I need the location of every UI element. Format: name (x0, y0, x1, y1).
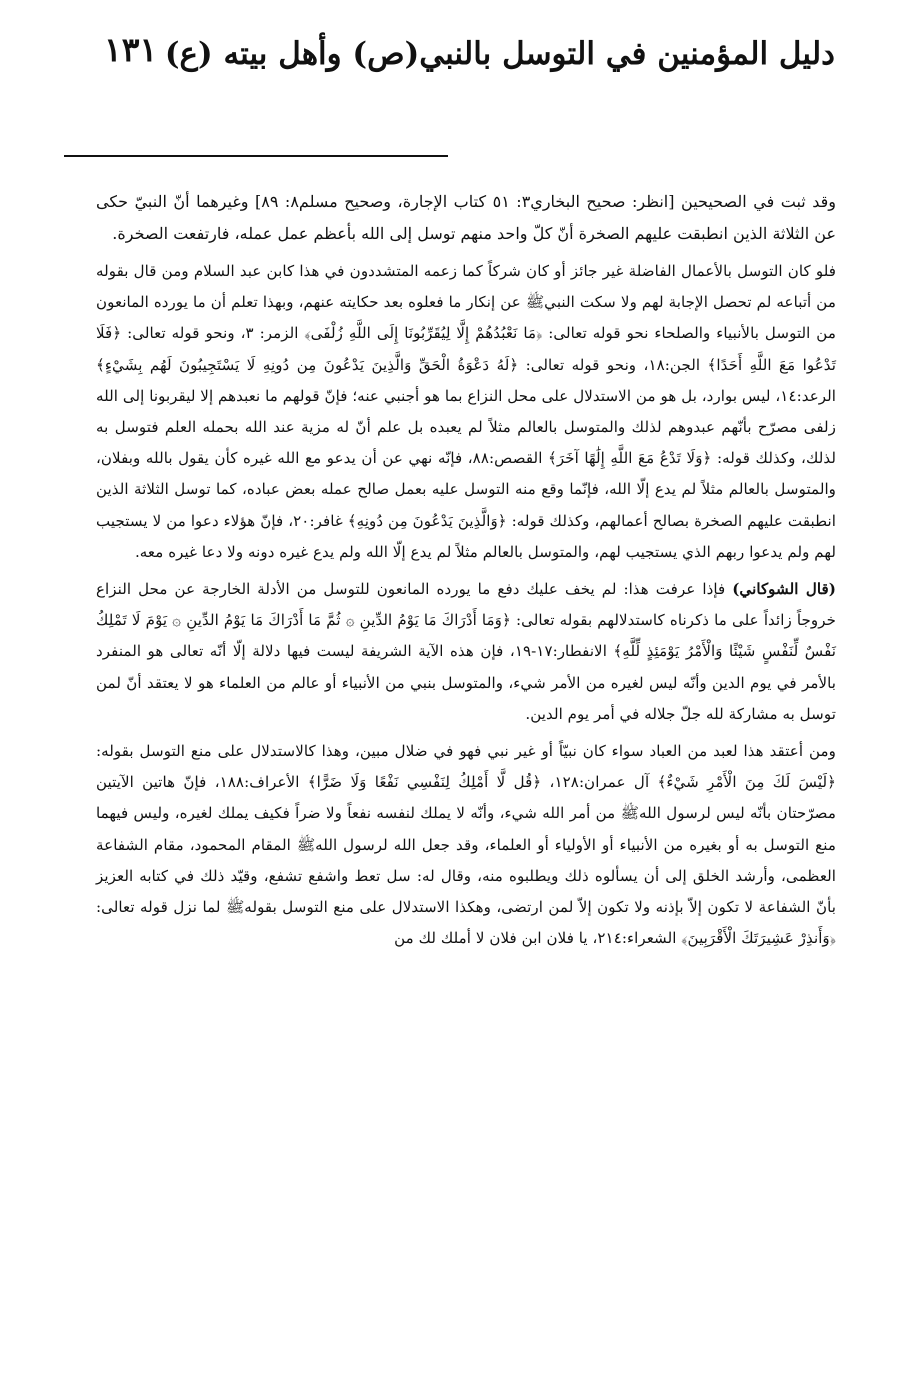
paragraph-3-text: فإذا عرفت هذا: لم يخف عليك دفع ما يورده المانعون للتوسل من الأدلة الخارجة عن محل النزاع خروجاً زائداً على ما ذكرناه كاستدلالهم بقوله تعالى: ﴿وَمَا أَدْرَاكَ مَا يَوْمُ الدِّينِ ۞ ثُمَّ مَا أَدْرَاكَ مَا يَوْمُ الدِّينِ ۞ يَوْمَ لَا تَمْلِكُ نَفْسٌ لِّنَفْسٍ شَيْئًا وَالْأَمْرُ يَوْمَئِذٍ لِّلَّهِ﴾ الانفطار:١٧-١٩، فإن هذه الآية الشريفة ليست فيها دلالة إلّا أنّه تعالى هو المنفرد بالأمر في يوم الدين وأنّه ليس لغيره من الأمر شيء، والمتوسل بنبي من الأنبياء أو عالم من العلماء هو لا يعتقد أنّ لمن توسل به مشاركة لله جلّ جلاله في أمر يوم الدين. (96, 580, 837, 723)
paragraph-2-text: فلو كان التوسل بالأعمال الفاضلة غير جائز أو كان شركاً كما زعمه المتشددون في هذا كابن عبد السلام ومن قال بقوله من أتباعه لم تحصل الإجابة لهم ولا سكت النبيﷺ عن إنكار ما فعلوه بعد حكايته عنهم، وبهذا تعلم أن ما يورده المانعون من التوسل بالأنبياء والصلحاء نحو قوله تعالى: ﴿مَا نَعْبُدُهُمْ إِلَّا لِيُقَرِّبُونَا إِلَى اللَّهِ زُلْفَى﴾ الزمر: ٣، ونحو قوله تعالى: ﴿فَلَا تَدْعُوا مَعَ اللَّهِ أَحَدًا﴾ الجن:١٨، ونحو قوله تعالى: ﴿لَهُ دَعْوَةُ الْحَقِّ وَالَّذِينَ يَدْعُونَ مِن دُونِهِ لَا يَسْتَجِيبُونَ لَهُم بِشَيْءٍ﴾ الرعد:١٤، ليس بوارد، بل هو من الاستدلال على محل النزاع بما هو أجنبي عنه؛ فإنّ قولهم ما نعبدهم إلا ليقربونا إلى الله زلفى مصرّح بأنّهم عبدوهم لذلك والمتوسل بالعالم مثلاً لم يعبده بل علم أنّ له مزية عند الله بحمله العلم فتوسل به لذلك، وكذلك قوله: ﴿وَلَا تَدْعُ مَعَ اللَّهِ إِلَٰهًا آخَرَ﴾ القصص:٨٨، فإنّه نهي عن أن يدعو مع الله غيره كأن يقول بالله وبفلان، والمتوسل بالعالم مثلاً لم يدع إلّا الله، فإنّما وقع منه التوسل عليه بعمل صالح عمله بعض عباده، كما توسل الثلاثة الذين انطبقت عليهم الصخرة بصالح أعمالهم، وكذلك قوله: ﴿وَالَّذِينَ يَدْعُونَ مِن دُونِهِ﴾ غافر:٢٠، فإنّ هؤلاء دعوا من لا يستجيب لهم ولم يدعوا ربهم الذي يستجيب لهم، والمتوسل بالعالم مثلاً لم يدع إلّا الله ولم يدع غيره دونه ولا دعا غيره معه. (96, 262, 837, 561)
page-header (100, 28, 835, 92)
header-divider (64, 155, 448, 157)
paragraph-4-text: ومن أعتقد هذا لعبد من العباد سواء كان نبيّاً أو غير نبي فهو في ضلال مبين، وهذا كالاستدلال على منع التوسل بقوله: ﴿لَيْسَ لَكَ مِنَ الْأَمْرِ شَيْءٌ﴾ آل عمران:١٢٨، ﴿قُل لَّا أَمْلِكُ لِنَفْسِي نَفْعًا وَلَا ضَرًّا﴾ الأعراف:١٨٨، فإنّ هاتين الآيتين مصرّحتان بأنّه ليس لرسول اللهﷺ من أمر الله شيء، وأنّه لا يملك لنفسه نفعاً ولا ضراً فكيف يملك لغيره، وليس فيهما منع التوسل به أو بغيره من الأنبياء أو الأولياء أو العلماء، وقد جعل الله لرسول اللهﷺ المقام المحمود، مقام الشفاعة العظمى، وأرشد الخلق إلى أن يسألوه ذلك ويطلبوه منه، وقال له: سل تعط واشفع تشفع، وقيّد ذلك في كتابه العزيز بأنّ الشفاعة لا تكون إلاّ بإذنه ولا تكون إلاّ لمن ارتضى، وهكذا الاستدلال على منع التوسل بقولهﷺ لما نزل قوله تعالى: ﴿وَأَنذِرْ عَشِيرَتَكَ الْأَقْرَبِينَ﴾ الشعراء:٢١٤، يا فلان ابن فلان لا أملك لك من (96, 742, 836, 948)
page-body (96, 186, 836, 960)
paragraph-2 (96, 256, 836, 568)
paragraph-3 (96, 574, 836, 730)
paragraph-3-lead: (قال الشوكاني) (732, 580, 836, 599)
paragraph-1 (96, 186, 836, 250)
paragraph-1-text: وقد ثبت في الصحيحين [انظر: صحيح البخاري٣: ٥١ كتاب الإجارة، وصحيح مسلم٨: ٨٩] وغيرهما أنّ النبيّ حكى عن الثلاثة الذين انطبقت عليهم الصخرة أنّ كلّ واحد منهم توسل إلى الله بأعظم عمل عمله، فارتفعت الصخرة. (96, 192, 837, 243)
page-number: ١٣١ (104, 30, 158, 69)
paragraph-4 (96, 736, 836, 954)
book-title: دليل المؤمنين في التوسل بالنبي(ص) وأهل بيته (ع) (164, 36, 835, 72)
